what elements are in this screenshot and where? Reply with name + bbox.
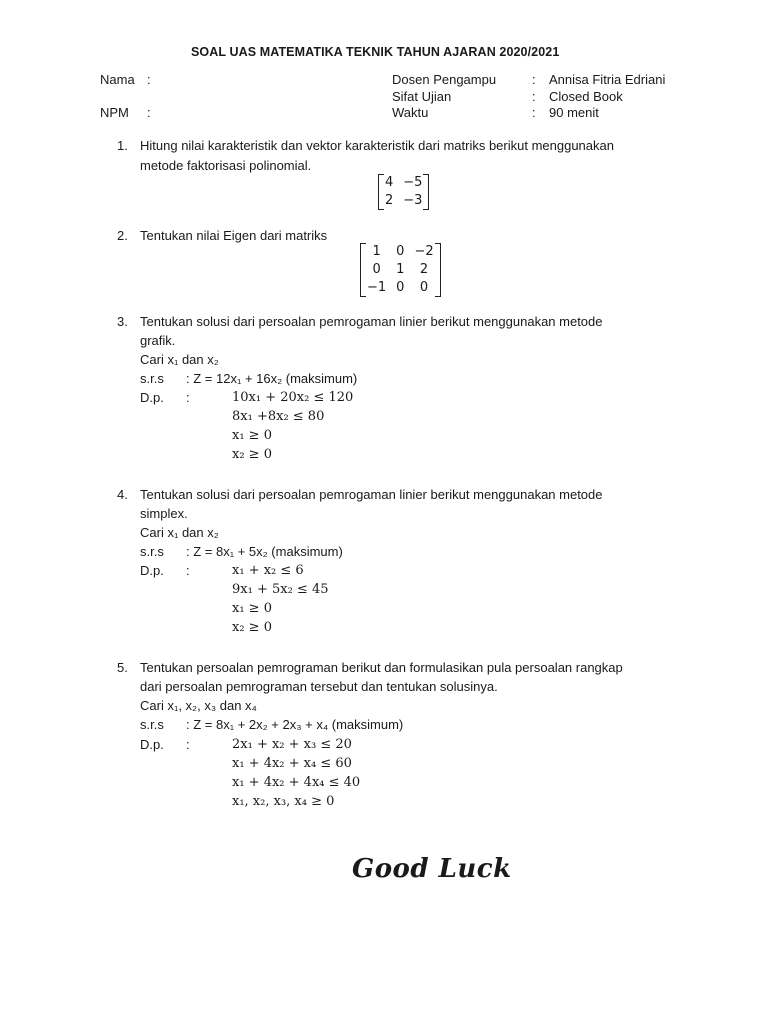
matrix-cell: 1 — [396, 262, 405, 277]
q5-constraint: x₁, x₂, x₃, x₄ ≥ 0 — [232, 794, 335, 809]
q2-matrix — [360, 243, 441, 297]
sifat-sep: : — [532, 89, 536, 104]
dosen-sep: : — [532, 72, 536, 87]
matrix-cell: 1 — [372, 244, 381, 259]
q3-constraint: x₁ ≥ 0 — [232, 428, 272, 443]
q4-constraint: x₁ + x₂ ≤ 6 — [232, 563, 304, 578]
q5-constraint: x₁ + 4x₂ + x₄ ≤ 60 — [232, 756, 352, 771]
matrix-cell: −1 — [367, 280, 387, 295]
waktu-value: 90 menit — [549, 105, 599, 120]
matrix-cell: −5 — [403, 175, 423, 190]
q5-srs-label: s.r.s — [140, 717, 164, 732]
q1-number: 1. — [117, 138, 128, 153]
matrix-cell: 0 — [419, 280, 429, 295]
q5-text-line2: dari persoalan pemrograman tersebut dan tentukan solusinya. — [140, 679, 498, 694]
q4-objective: : Z = 8x₁ + 5x₂ (maksimum) — [186, 544, 343, 559]
q5-dp-label: D.p. — [140, 737, 164, 752]
npm-sep: : — [147, 105, 151, 120]
q1-text-line2: metode faktorisasi polinomial. — [140, 158, 312, 173]
q3-constraint: 8x₁ +8x₂ ≤ 80 — [232, 409, 325, 424]
q4-text-line2: simplex. — [140, 506, 188, 521]
q3-objective: : Z = 12x₁ + 16x₂ (maksimum) — [186, 371, 358, 386]
q4-constraint: x₁ ≥ 0 — [232, 601, 272, 616]
q3-dp-label: D.p. — [140, 390, 164, 405]
q5-objective: : Z = 8x₁ + 2x₂ + 2x₃ + x₄ (maksimum) — [186, 717, 404, 732]
q3-number: 3. — [117, 314, 128, 329]
q1-matrix — [378, 174, 429, 210]
matrix-cell: −3 — [403, 193, 423, 208]
q4-text-line1: Tentukan solusi dari persoalan pemrogaman linier berikut menggunakan metode — [140, 487, 603, 502]
q4-constraint: 9x₁ + 5x₂ ≤ 45 — [232, 582, 329, 597]
q3-srs-label: s.r.s — [140, 371, 164, 386]
matrix-cell: 2 — [419, 262, 429, 277]
good-luck-closing: Good Luck — [352, 854, 512, 884]
matrix-cell: 4 — [385, 175, 394, 190]
q4-dp-sep: : — [186, 563, 190, 578]
q4-dp-label: D.p. — [140, 563, 164, 578]
q5-constraint: x₁ + 4x₂ + 4x₄ ≤ 40 — [232, 775, 361, 790]
q1-text-line1: Hitung nilai karakteristik dan vektor karakteristik dari matriks berikut menggunakan — [140, 138, 614, 153]
matrix-cell: −2 — [414, 244, 434, 259]
q3-text-line2: grafik. — [140, 333, 176, 348]
q3-constraint: x₂ ≥ 0 — [232, 447, 272, 462]
q3-dp-sep: : — [186, 390, 190, 405]
matrix-cell: 0 — [372, 262, 381, 277]
page-title: SOAL UAS MATEMATIKA TEKNIK TAHUN AJARAN 2020/2021 — [191, 45, 560, 59]
nama-label: Nama — [100, 72, 135, 87]
q5-cari: Cari x₁, x₂, x₃ dan x₄ — [140, 698, 257, 713]
q3-cari: Cari x₁ dan x₂ — [140, 352, 219, 367]
q4-cari: Cari x₁ dan x₂ — [140, 525, 219, 540]
q5-text-line1: Tentukan persoalan pemrograman berikut dan formulasikan pula persoalan rangkap — [140, 660, 623, 675]
q5-number: 5. — [117, 660, 128, 675]
nama-sep: : — [147, 72, 151, 87]
sifat-label: Sifat Ujian — [392, 89, 452, 104]
q3-constraint: 10x₁ + 20x₂ ≤ 120 — [232, 390, 354, 405]
dosen-label: Dosen Pengampu — [392, 72, 497, 87]
dosen-value: Annisa Fitria Edriani — [549, 72, 666, 87]
q2-number: 2. — [117, 228, 128, 243]
matrix-cell: 2 — [385, 193, 394, 208]
q4-number: 4. — [117, 487, 128, 502]
q2-text-line1: Tentukan nilai Eigen dari matriks — [140, 228, 328, 243]
q4-constraint: x₂ ≥ 0 — [232, 620, 272, 635]
matrix-cell: 0 — [396, 244, 405, 259]
waktu-sep: : — [532, 105, 536, 120]
waktu-label: Waktu — [392, 105, 429, 120]
q5-dp-sep: : — [186, 737, 190, 752]
matrix-cell: 0 — [396, 280, 405, 295]
q5-constraint: 2x₁ + x₂ + x₃ ≤ 20 — [232, 737, 352, 752]
q3-text-line1: Tentukan solusi dari persoalan pemrogaman linier berikut menggunakan metode — [140, 314, 603, 329]
q4-srs-label: s.r.s — [140, 544, 164, 559]
sifat-value: Closed Book — [549, 89, 623, 104]
npm-label: NPM — [100, 105, 129, 120]
